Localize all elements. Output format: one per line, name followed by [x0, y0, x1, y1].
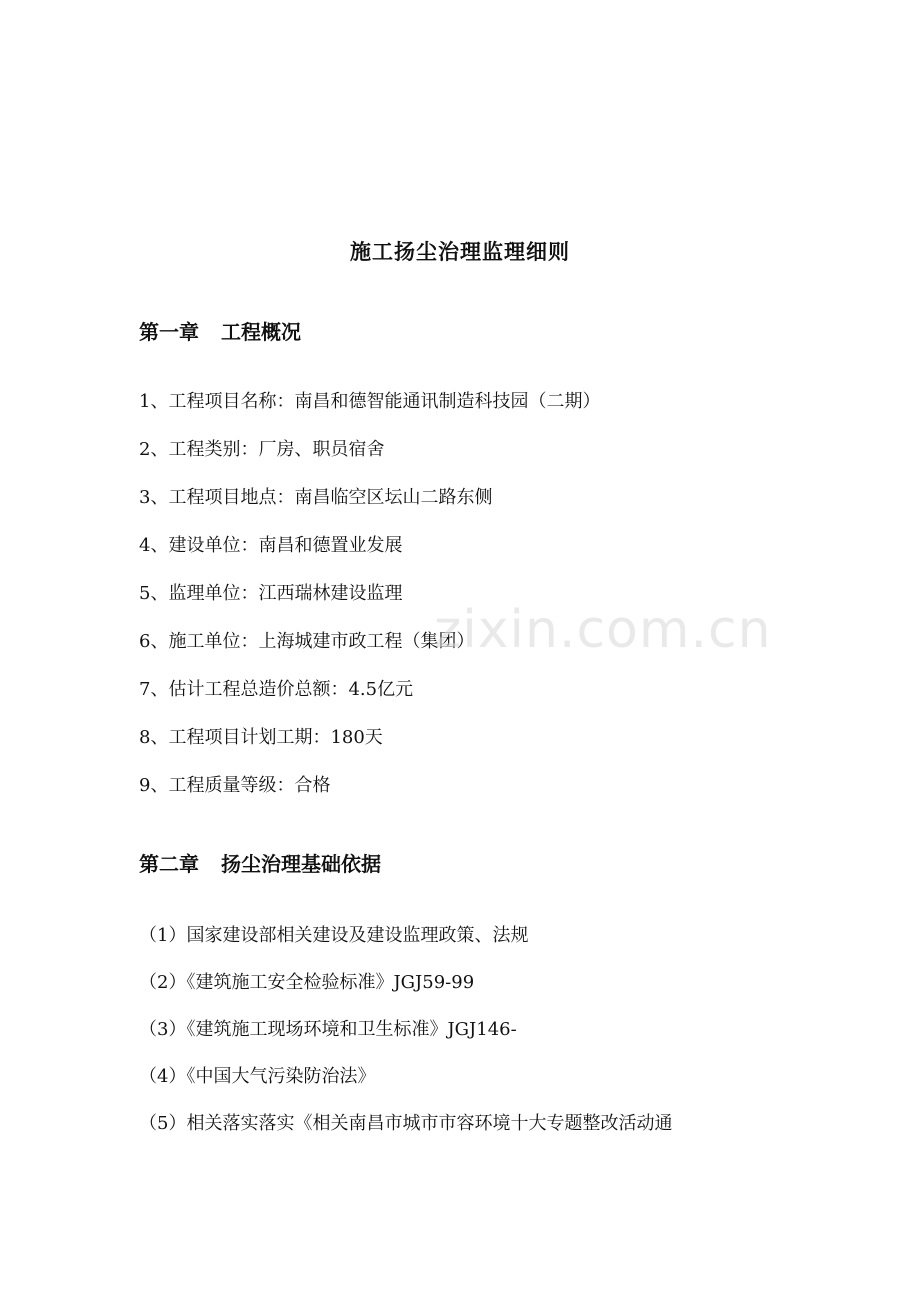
chapter-2-heading [139, 848, 381, 877]
list-item: 7、估计工程总造价总额：4.5亿元 [139, 679, 414, 700]
basis-list [139, 922, 672, 1157]
list-item: 6、施工单位：上海城建市政工程（集团） [139, 631, 475, 652]
list-item: （2）《建筑施工安全检验标准》JGJ59-99 [139, 972, 475, 993]
chapter-1-number: 第一章 [139, 320, 199, 344]
chapter-1-heading [139, 316, 301, 345]
list-item: 9、工程质量等级：合格 [139, 775, 331, 796]
chapter-1-title: 工程概况 [221, 320, 301, 344]
list-item: （1）国家建设部相关建设及建设监理政策、法规 [139, 925, 529, 946]
project-overview-list [139, 388, 600, 820]
list-item: 2、工程类别：厂房、职员宿舍 [139, 439, 385, 460]
document-title: 施工扬尘治理监理细则 [350, 240, 570, 264]
list-item: 4、建设单位：南昌和德置业发展 [139, 535, 403, 556]
list-item: 3、工程项目地点：南昌临空区坛山二路东侧 [139, 487, 493, 508]
chapter-2-number: 第二章 [139, 852, 199, 876]
list-item: 5、监理单位：江西瑞林建设监理 [139, 583, 403, 604]
list-item: （4）《中国大气污染防治法》 [139, 1066, 376, 1087]
list-item: 1、工程项目名称：南昌和德智能通讯制造科技园（二期） [139, 391, 601, 412]
list-item: （3）《建筑施工现场环境和卫生标准》JGJ146- [139, 1019, 517, 1040]
list-item: （5）相关落实落实《相关南昌市城市市容环境十大专题整改活动通 [139, 1113, 673, 1134]
list-item: 8、工程项目计划工期：180天 [139, 727, 383, 748]
chapter-2-title: 扬尘治理基础依据 [221, 852, 381, 876]
watermark: zixin.com.cn [434, 600, 772, 660]
